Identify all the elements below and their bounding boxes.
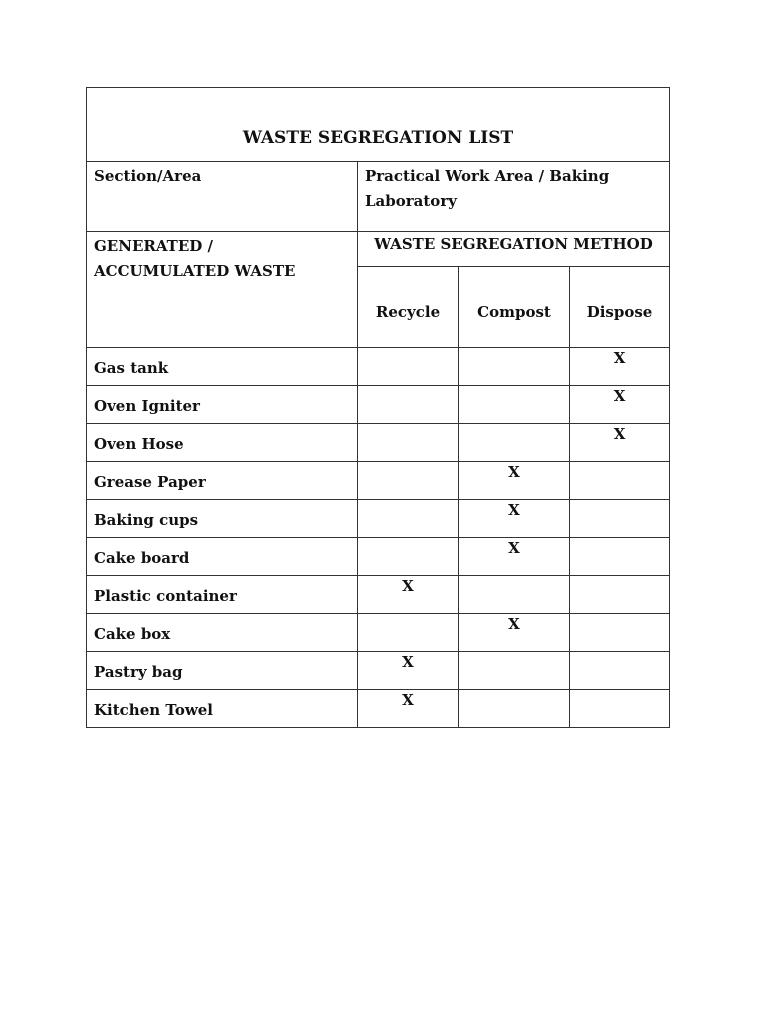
column-compost: Compost	[459, 267, 570, 348]
segregation-method-header: WASTE SEGREGATION METHOD	[358, 232, 670, 267]
table-row	[87, 538, 670, 576]
table-row	[87, 348, 670, 386]
recycle-mark	[358, 386, 459, 424]
recycle-mark: X	[358, 576, 459, 614]
dispose-mark: X	[570, 424, 670, 462]
compost-mark	[459, 652, 570, 690]
dispose-mark	[570, 690, 670, 728]
compost-mark: X	[459, 500, 570, 538]
waste-item: Baking cups	[87, 500, 358, 538]
column-recycle: Recycle	[358, 267, 459, 348]
table-row	[87, 424, 670, 462]
compost-mark	[459, 386, 570, 424]
waste-item: Grease Paper	[87, 462, 358, 500]
dispose-mark	[570, 500, 670, 538]
table-row	[87, 614, 670, 652]
waste-item: Plastic container	[87, 576, 358, 614]
section-area-label: Section/Area	[87, 162, 358, 232]
section-area-value: Practical Work Area / Baking Laboratory	[358, 162, 670, 232]
dispose-mark	[570, 576, 670, 614]
table-row	[87, 386, 670, 424]
waste-segregation-sheet	[86, 87, 669, 728]
recycle-mark	[358, 462, 459, 500]
table-row	[87, 690, 670, 728]
recycle-mark	[358, 538, 459, 576]
recycle-mark	[358, 348, 459, 386]
table-title: WASTE SEGREGATION LIST	[87, 88, 670, 162]
waste-item: Gas tank	[87, 348, 358, 386]
waste-item: Oven Igniter	[87, 386, 358, 424]
compost-mark: X	[459, 538, 570, 576]
waste-item: Cake board	[87, 538, 358, 576]
waste-segregation-table	[86, 87, 670, 728]
dispose-mark: X	[570, 348, 670, 386]
recycle-mark: X	[358, 690, 459, 728]
recycle-mark	[358, 500, 459, 538]
table-row	[87, 576, 670, 614]
compost-mark	[459, 576, 570, 614]
compost-mark	[459, 348, 570, 386]
dispose-mark: X	[570, 386, 670, 424]
waste-item: Kitchen Towel	[87, 690, 358, 728]
waste-item: Oven Hose	[87, 424, 358, 462]
dispose-mark	[570, 538, 670, 576]
dispose-mark	[570, 652, 670, 690]
recycle-mark: X	[358, 652, 459, 690]
recycle-mark	[358, 614, 459, 652]
compost-mark	[459, 424, 570, 462]
generated-waste-label: GENERATED / ACCUMULATED WASTE	[87, 232, 358, 348]
dispose-mark	[570, 614, 670, 652]
recycle-mark	[358, 424, 459, 462]
compost-mark: X	[459, 462, 570, 500]
table-row	[87, 500, 670, 538]
waste-item: Pastry bag	[87, 652, 358, 690]
compost-mark: X	[459, 614, 570, 652]
dispose-mark	[570, 462, 670, 500]
table-row	[87, 652, 670, 690]
compost-mark	[459, 690, 570, 728]
table-row	[87, 462, 670, 500]
column-dispose: Dispose	[570, 267, 670, 348]
waste-item: Cake box	[87, 614, 358, 652]
